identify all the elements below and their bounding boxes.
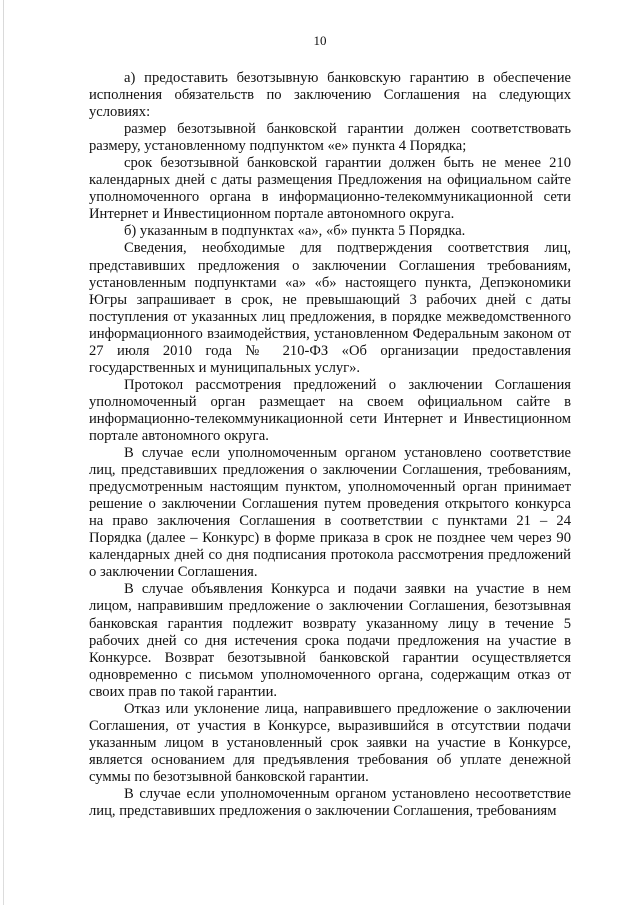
paragraph-protocol: Протокол рассмотрения предложений о заключении Соглашения уполномоченный орган размещает на своем официальном сайте в информационно-телекоммуникационной сети Интернет и Инвестиционном портале автономного округа. [89, 376, 571, 444]
paragraph-guarantee-intro: а) предоставить безотзывную банковскую гарантию в обеспечение исполнения обязательств по заключению Соглашения на следующих условиях: [89, 70, 571, 121]
page-number: 10 [313, 33, 327, 48]
scan-edge-line [3, 0, 4, 905]
paragraph-nonconformity: В случае если уполномоченным органом установлено несоответствие лиц, представивших предложения о заключении Соглашения, требованиям [89, 785, 571, 820]
document-body [89, 70, 571, 820]
paragraph-guarantee-return: В случае объявления Конкурса и подачи заявки на участие в нем лицом, направившим предложение о заключении Соглашения, безотзывная банковская гарантия подлежит возврату указанному лицу в течение 5 рабочих дней со дня истечения срока подачи предложения на участие в Конкурсе. Возврат безотзывной банковской гарантии осуществляется одновременно с письмом уполномоченного органа, содержащим отказ от своих прав по такой гарантии. [89, 581, 571, 700]
paragraph-contest-decision: В случае если уполномоченным органом установлено соответствие лиц, представивших предложения о заключении Соглашения, требованиям, предусмотренным настоящим пунктом, уполномоченный орган принимает решение о заключении Соглашения путем проведения открытого конкурса на право заключения Соглашения в соответствии с пунктами 21 – 24 Порядка (далее – Конкурс) в форме приказа в срок не позднее чем через 90 календарных дней со дня подписания протокола рассмотрения предложений о заключении Соглашения. [89, 445, 571, 581]
paragraph-refusal: Отказ или уклонение лица, направившего предложение о заключении Соглашения, от участия в Конкурсе, выразившийся в отсутствии подачи указанным лицом в установленный срок заявки на участие в Конкурсе, является основанием для предъявления требования об уплате денежной суммы по безотзывной банковской гарантии. [89, 700, 571, 785]
paragraph-guarantee-term: срок безотзывной банковской гарантии должен быть не менее 210 календарных дней с даты размещения Предложения на официальном сайте уполномоченного органа в информационно-телекоммуникационной сети Интернет и Инвестиционном портале автономного округа. [89, 155, 571, 223]
paragraph-subpoint-b: б) указанным в подпунктах «а», «б» пункта 5 Порядка. [124, 223, 466, 240]
paragraph-verification: Сведения, необходимые для подтверждения соответствия лиц, представивших предложения о заключении Соглашения требованиям, установленным подпунктами «а» «б» настоящего пункта, Депэкономики Югры запрашивает в срок, не превышающий 3 рабочих дней с даты поступления от указанных лиц предложения, в порядке межведомственного информационного взаимодействия, установленном Федеральным законом от 27 июля 2010 года № 210-ФЗ «Об организации предоставления государственных и муниципальных услуг». [89, 240, 571, 376]
paragraph-guarantee-size: размер безотзывной банковской гарантии должен соответствовать размеру, установленному подпунктом «е» пункта 4 Порядка; [89, 121, 571, 155]
